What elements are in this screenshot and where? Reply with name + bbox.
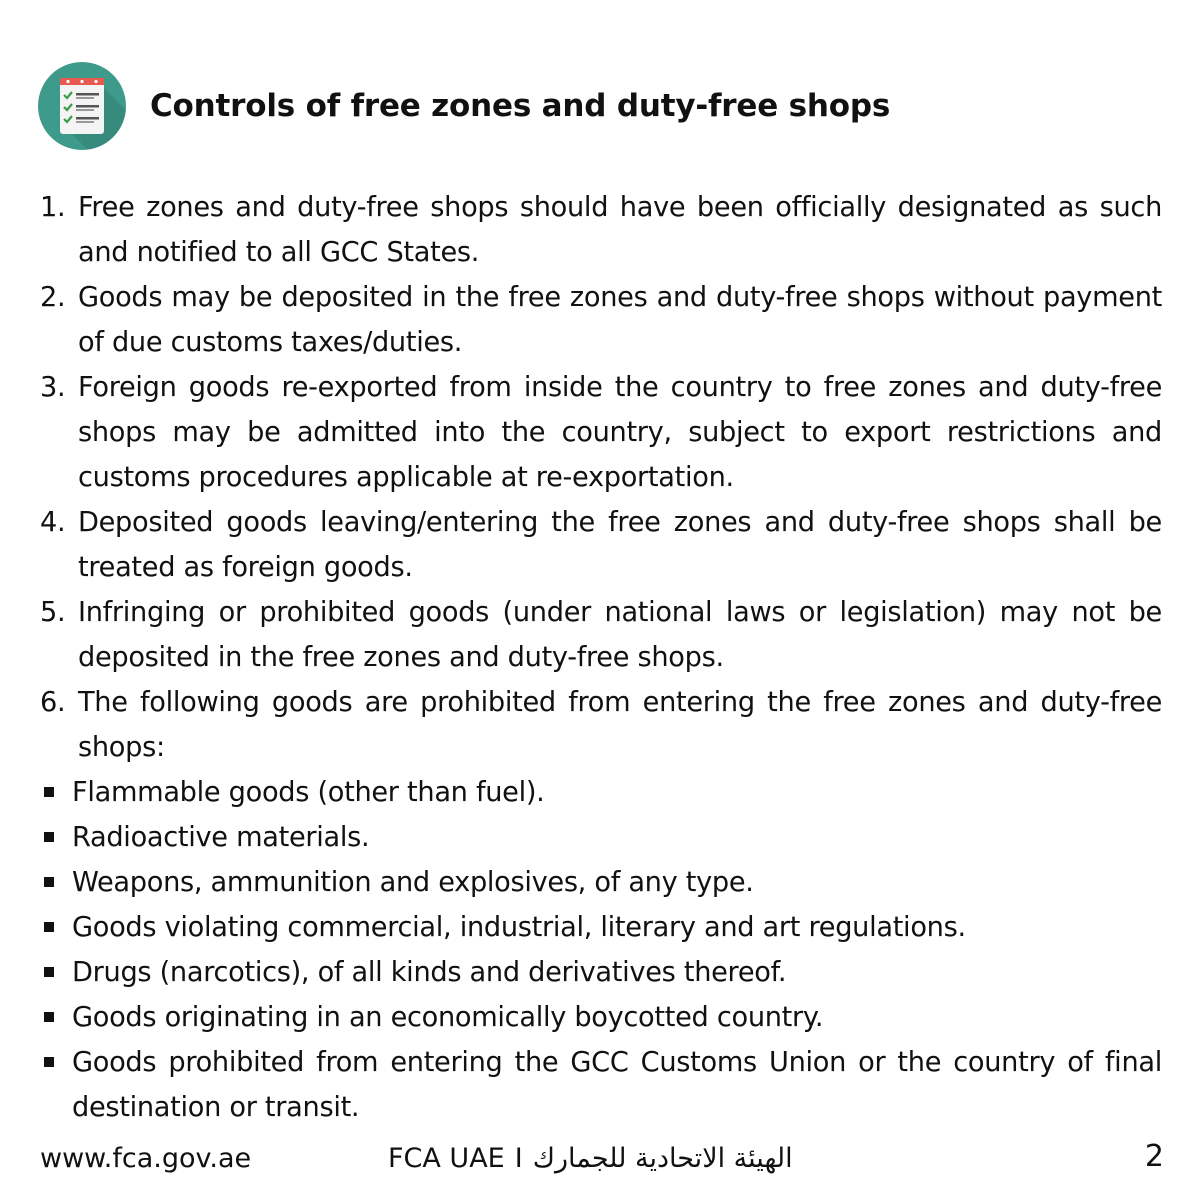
list-item	[40, 185, 1162, 275]
list-item	[40, 500, 1162, 590]
bullet-text: Goods violating commercial, industrial, literary and art regulations.	[72, 912, 966, 943]
bullet-item	[40, 1040, 1162, 1130]
item-text: Infringing or prohibited goods (under national laws or legislation) may not be deposited in the free zones and duty-free shops.	[78, 597, 1162, 673]
page-number: 2	[1144, 1139, 1164, 1174]
item-text: Goods may be deposited in the free zones and duty-free shops without payment of due customs taxes/duties.	[78, 282, 1162, 358]
item-number: 1.	[40, 192, 66, 223]
bullet-text: Goods originating in an economically boycotted country.	[72, 1002, 824, 1033]
bullet-item	[40, 860, 1162, 905]
org-name-english: FCA UAE	[388, 1143, 505, 1174]
item-number: 4.	[40, 507, 66, 538]
checklist-icon	[38, 62, 126, 150]
square-bullet-icon	[40, 770, 72, 815]
square-bullet-icon	[40, 950, 72, 995]
item-number: 6.	[40, 687, 66, 718]
item-text: The following goods are prohibited from entering the free zones and duty-free shops:	[78, 687, 1162, 763]
item-text: Deposited goods leaving/entering the free zones and duty-free shops shall be treated as foreign goods.	[78, 507, 1162, 583]
page-title: Controls of free zones and duty-free shops	[150, 88, 891, 124]
square-bullet-icon	[40, 1040, 72, 1130]
org-name-arabic: الهيئة الاتحادية للجمارك	[532, 1143, 793, 1174]
bullet-text: Goods prohibited from entering the GCC Customs Union or the country of final destination or transit.	[72, 1047, 1162, 1123]
website-link[interactable]: www.fca.gov.ae	[40, 1143, 252, 1174]
header	[38, 62, 890, 150]
org-name	[388, 1143, 793, 1174]
controls-list	[40, 185, 1162, 1130]
bullet-item	[40, 905, 1162, 950]
item-text: Free zones and duty-free shops should have been officially designated as such and notified to all GCC States.	[78, 192, 1162, 268]
item-text: Foreign goods re-exported from inside the country to free zones and duty-free shops may be admitted into the country, subject to export restrictions and customs procedures applicable at re-exportation.	[78, 372, 1162, 493]
item-number: 2.	[40, 282, 66, 313]
bullet-text: Radioactive materials.	[72, 822, 370, 853]
footer	[0, 1139, 1200, 1183]
square-bullet-icon	[40, 860, 72, 905]
bullet-text: Drugs (narcotics), of all kinds and derivatives thereof.	[72, 957, 787, 988]
square-bullet-icon	[40, 995, 72, 1040]
bullet-text: Flammable goods (other than fuel).	[72, 777, 545, 808]
bullet-item	[40, 995, 1162, 1040]
bullet-item	[40, 950, 1162, 995]
list-item	[40, 680, 1162, 770]
square-bullet-icon	[40, 905, 72, 950]
separator: I	[514, 1143, 523, 1174]
bullet-item	[40, 815, 1162, 860]
square-bullet-icon	[40, 815, 72, 860]
list-item	[40, 365, 1162, 500]
list-item	[40, 590, 1162, 680]
list-item	[40, 275, 1162, 365]
bullet-item	[40, 770, 1162, 815]
item-number: 3.	[40, 372, 66, 403]
bullet-text: Weapons, ammunition and explosives, of any type.	[72, 867, 754, 898]
item-number: 5.	[40, 597, 66, 628]
